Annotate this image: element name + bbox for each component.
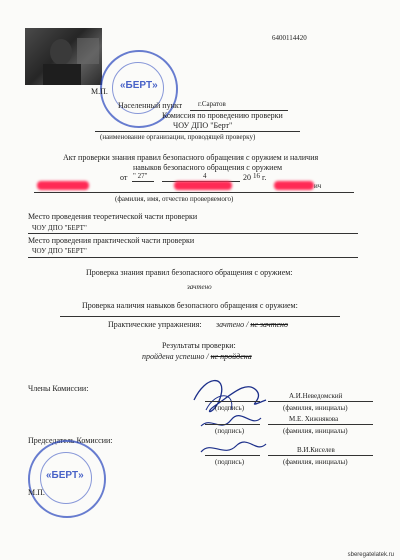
document-number: 6400114420 [272,34,307,42]
date-year-suffix: г. [262,173,267,182]
redacted-surname [37,181,89,190]
commission-line2: ЧОУ ДПО "Берт" [173,121,233,130]
chairman-fio-caption: (фамилия, инициалы) [283,458,348,466]
seal-top-text: «БЕРТ» [120,80,158,91]
date-day: " 27" [133,172,148,180]
chairman-label: Председатель Комиссии: [28,436,113,445]
org-caption: (наименование организации, проводящей проверку) [100,133,256,141]
results-label: Результаты проверки: [162,341,236,350]
seal-bottom-text: «БЕРТ» [46,470,84,481]
skills-check-label: Проверка наличия навыков безопасного обращения с оружием: [82,301,298,310]
name-tail: ич [314,182,322,190]
members-label: Члены Комиссии: [28,384,89,393]
redacted-patronymic [274,181,314,190]
member1-fio-caption: (фамилия, инициалы) [283,404,348,412]
act-title-2: навыков безопасного обращения с оружием [133,163,283,172]
seal-bottom [28,440,106,518]
practice-value: ЧОУ ДПО "БЕРТ" [32,247,87,255]
commission-line1: Комиссия по проведению проверки [162,111,283,120]
date-year-prefix: 20 [243,173,251,182]
redacted-name [174,181,232,190]
member2-name: М.Е. Хижнякова [289,415,339,423]
member2-signature-caption: (подпись) [215,427,245,435]
practical-label: Практические упражнения: [108,320,202,329]
member1-signature-caption: (подпись) [215,404,245,412]
act-title-1: Акт проверки знания правил безопасного обращения с оружием и наличия [63,153,319,162]
watermark: sberegatelatek.ru [347,552,394,558]
date-month: 4 [203,172,207,180]
member1-name: А.И.Неведомский [289,392,343,400]
locality-value: г.Саратов [198,100,226,108]
theory-label: Место проведения теоретической части проверки [28,212,198,221]
member2-fio-caption: (фамилия, инициалы) [283,427,348,435]
knowledge-result: зачтено [187,283,212,291]
locality-label: Населенный пункт [118,101,183,110]
mp-bottom: М.П. [28,488,45,497]
date-from: от [120,173,128,182]
chairman-name: В.И.Киселев [297,446,335,454]
mp-top: М.П. [91,87,108,96]
results-value: пройдена успешно / не пройдена [142,352,252,361]
applicant-photo [25,28,102,85]
chairman-signature-caption: (подпись) [215,458,245,466]
knowledge-check-label: Проверка знания правил безопасного обращения с оружием: [86,268,293,277]
name-caption: (фамилия, имя, отчество проверяемого) [115,195,234,203]
practice-label: Место проведения практической части проверки [28,236,195,245]
date-year: 16 [253,172,260,180]
theory-value: ЧОУ ДПО "БЕРТ" [32,224,87,232]
practical-result: зачтено / не зачтено [216,320,289,329]
